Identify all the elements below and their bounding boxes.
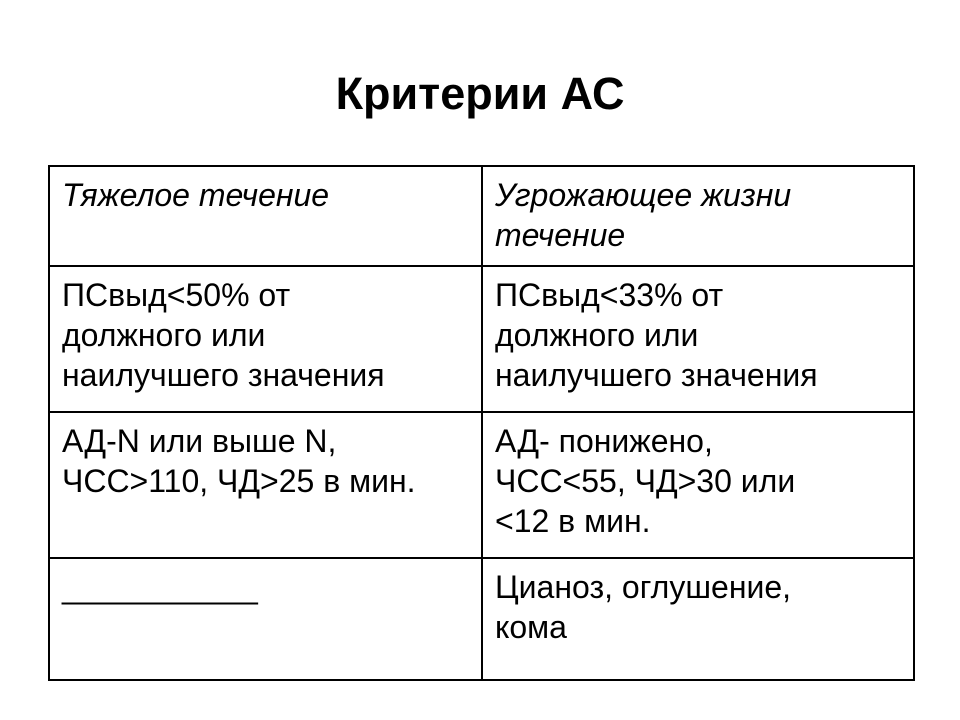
cell-life-threatening-pef: ПСвыд<33% от должного или наилучшего значения xyxy=(482,266,914,412)
cell-severe-vitals: АД-N или выше N, ЧСС>110, ЧД>25 в мин. xyxy=(49,412,482,558)
table-header-row xyxy=(49,166,914,266)
cell-severe-blank: ___________ xyxy=(49,558,482,680)
cell-severe-pef: ПСвыд<50% от должного или наилучшего значения xyxy=(49,266,482,412)
criteria-table xyxy=(48,165,915,681)
header-life-threatening: Угрожающее жизни течение xyxy=(482,166,914,266)
table-row xyxy=(49,412,914,558)
slide-title: Критерии АС xyxy=(335,68,625,119)
table-row xyxy=(49,266,914,412)
table-row xyxy=(49,558,914,680)
header-severe: Тяжелое течение xyxy=(49,166,482,266)
cell-life-threatening-vitals: АД- понижено, ЧСС<55, ЧД>30 или <12 в мин. xyxy=(482,412,914,558)
cell-life-threatening-consciousness: Цианоз, оглушение, кома xyxy=(482,558,914,680)
